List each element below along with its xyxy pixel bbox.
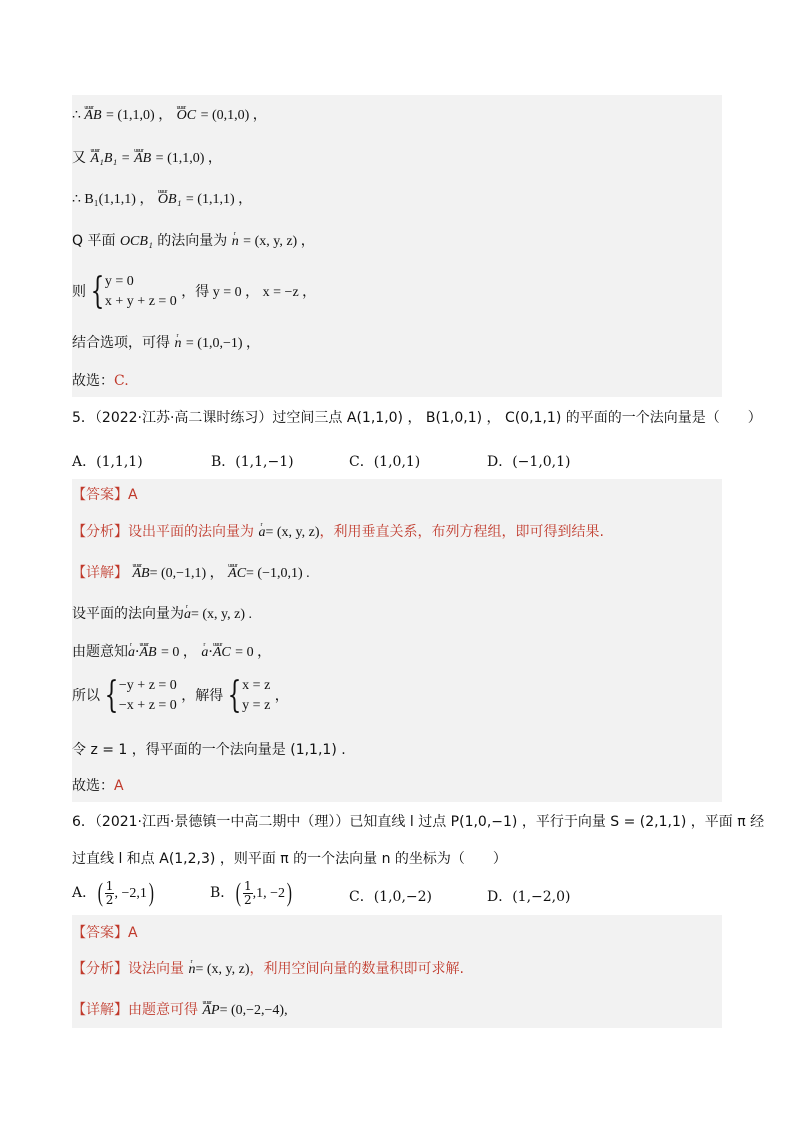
vector-a: r a (184, 605, 191, 625)
q5-stem: 5．（2022·江苏·高二课时练习）过空间三点 A(1,1,0) ， B(1,0,1) ， C(0,1,1) 的平面的一个法向量是（ ） (72, 410, 762, 426)
q5-option-c: C．(1,0,1) (349, 454, 421, 470)
vector-ac: uuur AC (228, 564, 246, 584)
vector-ab: uuur AB (134, 149, 151, 169)
q5-step-2: 由题意知r a·uuur AB = 0 ， r a·uuur AC = 0 ， (72, 642, 271, 663)
q5-step-3: 所以 {−y + z = 0 −x + z = 0 ，解得 {x = z y = z ， (72, 675, 289, 716)
vector-ab: uuur AB (84, 106, 101, 126)
vector-a: r a (258, 523, 265, 543)
q5-step-4: 令 z = 1 ，得平面的一个法向量是 (1,1,1) . (72, 742, 346, 758)
prev-line-7: 故选：C. (72, 373, 129, 389)
prev-line-1: ∴ uuur AB = (1,1,0) ， uuur OC = (0,1,0) ， (72, 105, 267, 126)
vector-a: r a (128, 643, 135, 663)
q5-detail: 【详解】 uuur AB= (0,−1,1) ， uuur AC= (−1,0,1) . (72, 563, 310, 584)
q6-option-d: D．(1,−2,0) (487, 889, 571, 905)
prev-line-3: ∴ B₁(1,1,1) ， uuur OB₁ = (1,1,1) ， (72, 189, 252, 210)
vector-n: r n (188, 960, 195, 980)
q5-step-1: 设平面的法向量为r a= (x, y, z) . (72, 604, 252, 625)
q6-option-b: B．( $\frac{1}{2}$ ,1, −2) (210, 878, 292, 907)
q5-option-d: D．(−1,0,1) (487, 454, 571, 470)
prev-line-5: 则 {y = 0 x + y + z = 0 ，得 y = 0 ， x = −z ， (72, 271, 317, 312)
q5-option-a: A．(1,1,1) (72, 454, 143, 470)
q6-option-c: C．(1,0,−2) (349, 889, 432, 905)
vector-a1b1: uuur A₁B₁ (90, 149, 117, 169)
q5-answer: 【答案】A (72, 487, 138, 503)
vector-ac: uuur AC (213, 643, 231, 663)
vector-oc: uuur OC (177, 106, 196, 126)
q5-step-5: 故选：A (72, 778, 124, 794)
vector-ab: uuur AB (139, 643, 156, 663)
vector-ab: uuur AB (132, 564, 149, 584)
prev-line-6: 结合选项，可得 r n = (1,0,−1) ， (72, 333, 260, 354)
q5-option-b: B．(1,1,−1) (211, 454, 294, 470)
vector-ob1: uuur OB₁ (158, 190, 182, 210)
q6-detail: 【详解】由题意可得 uuur AP= (0,−2,−4), (72, 1000, 288, 1021)
q6-stem-line-2: 过直线 l 和点 A(1,2,3) ，则平面 π 的一个法向量 n 的坐标为（ ） (72, 851, 507, 867)
prev-line-2: 又 uuur A₁B₁ = uuur AB = (1,1,0) ， (72, 148, 222, 169)
q6-answer: 【答案】A (72, 925, 138, 941)
vector-n: r n (174, 334, 181, 354)
vector-n: r n (232, 232, 239, 252)
vector-a: r a (201, 643, 208, 663)
vector-ap: uuur AP (202, 1001, 219, 1021)
q5-analysis: 【分析】设出平面的法向量为 r a= (x, y, z)，利用垂直关系，布列方程组，即可得到结果. (72, 522, 604, 543)
q6-option-a: A．( $\frac{1}{2}$ , −2,1) (72, 878, 154, 907)
q6-analysis: 【分析】设法向量 r n= (x, y, z)，利用空间向量的数量积即可求解. (72, 959, 464, 980)
prev-line-4: Q 平面 OCB₁ 的法向量为 r n = (x, y, z) ， (72, 231, 315, 252)
q6-stem-line-1: 6．（2021·江西·景德镇一中高二期中（理））已知直线 l 过点 P(1,0,−1) ，平行于向量 S = (2,1,1) ，平面 π 经 (72, 814, 765, 830)
